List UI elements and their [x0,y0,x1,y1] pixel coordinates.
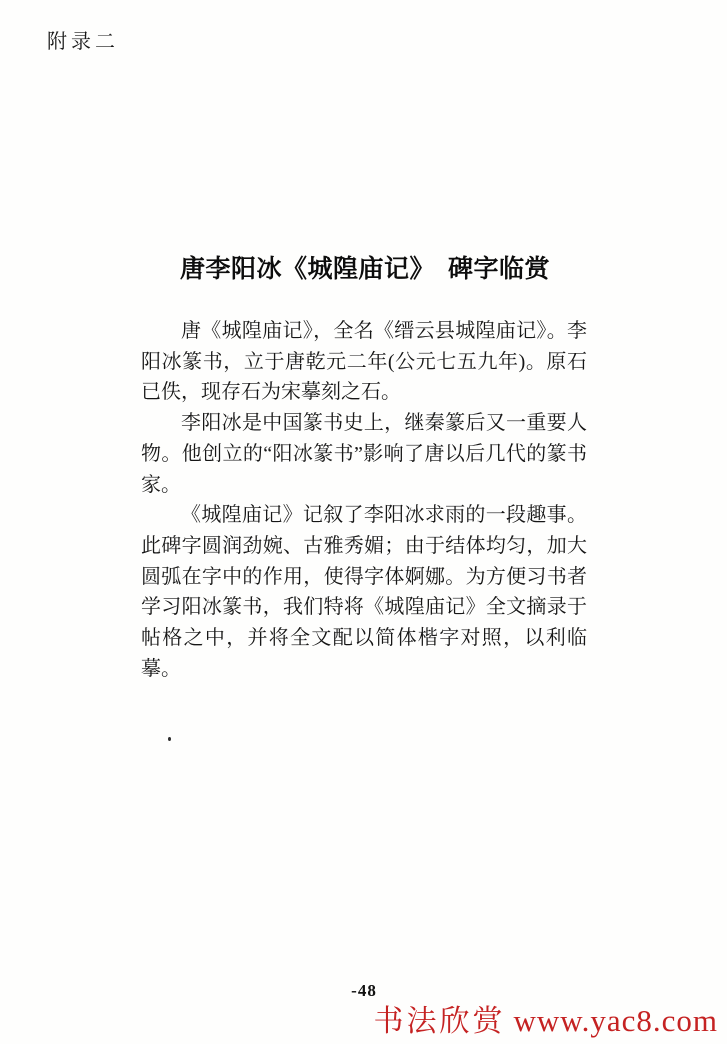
watermark-site-name: 书法欣赏 [373,1005,506,1038]
watermark-url: www.yac8.com [513,1003,718,1038]
watermark [373,996,718,1040]
page-number: -48 [351,981,377,1000]
paragraph-2: 李阳冰是中国篆书史上，继秦篆后又一重要人物。他创立的“阳冰篆书”影响了唐以后几代的篆书家。 [141,412,587,496]
ink-speck [168,737,171,741]
body-text [141,316,587,684]
paragraph-3: 《城隍庙记》记叙了李阳冰求雨的一段趣事。此碑字圆润劲婉、古雅秀媚；由于结体均匀，加大圆弧在字中的作用，使得字体婀娜。为方便习书者学习阳冰篆书，我们特将《城隍庙记》全文摘录于帖格之中，并将全文配以简体楷字对照，以利临摹。 [141,504,587,680]
running-header: 附录二 [47,31,119,53]
page-title: 唐李阳冰《城隍庙记》 碑字临赏 [179,255,550,283]
paragraph-1: 唐《城隍庙记》，全名《缙云县城隍庙记》。李阳冰篆书，立于唐乾元二年(公元七五九年)。原石已佚，现存石为宋摹刻之石。 [141,320,587,404]
